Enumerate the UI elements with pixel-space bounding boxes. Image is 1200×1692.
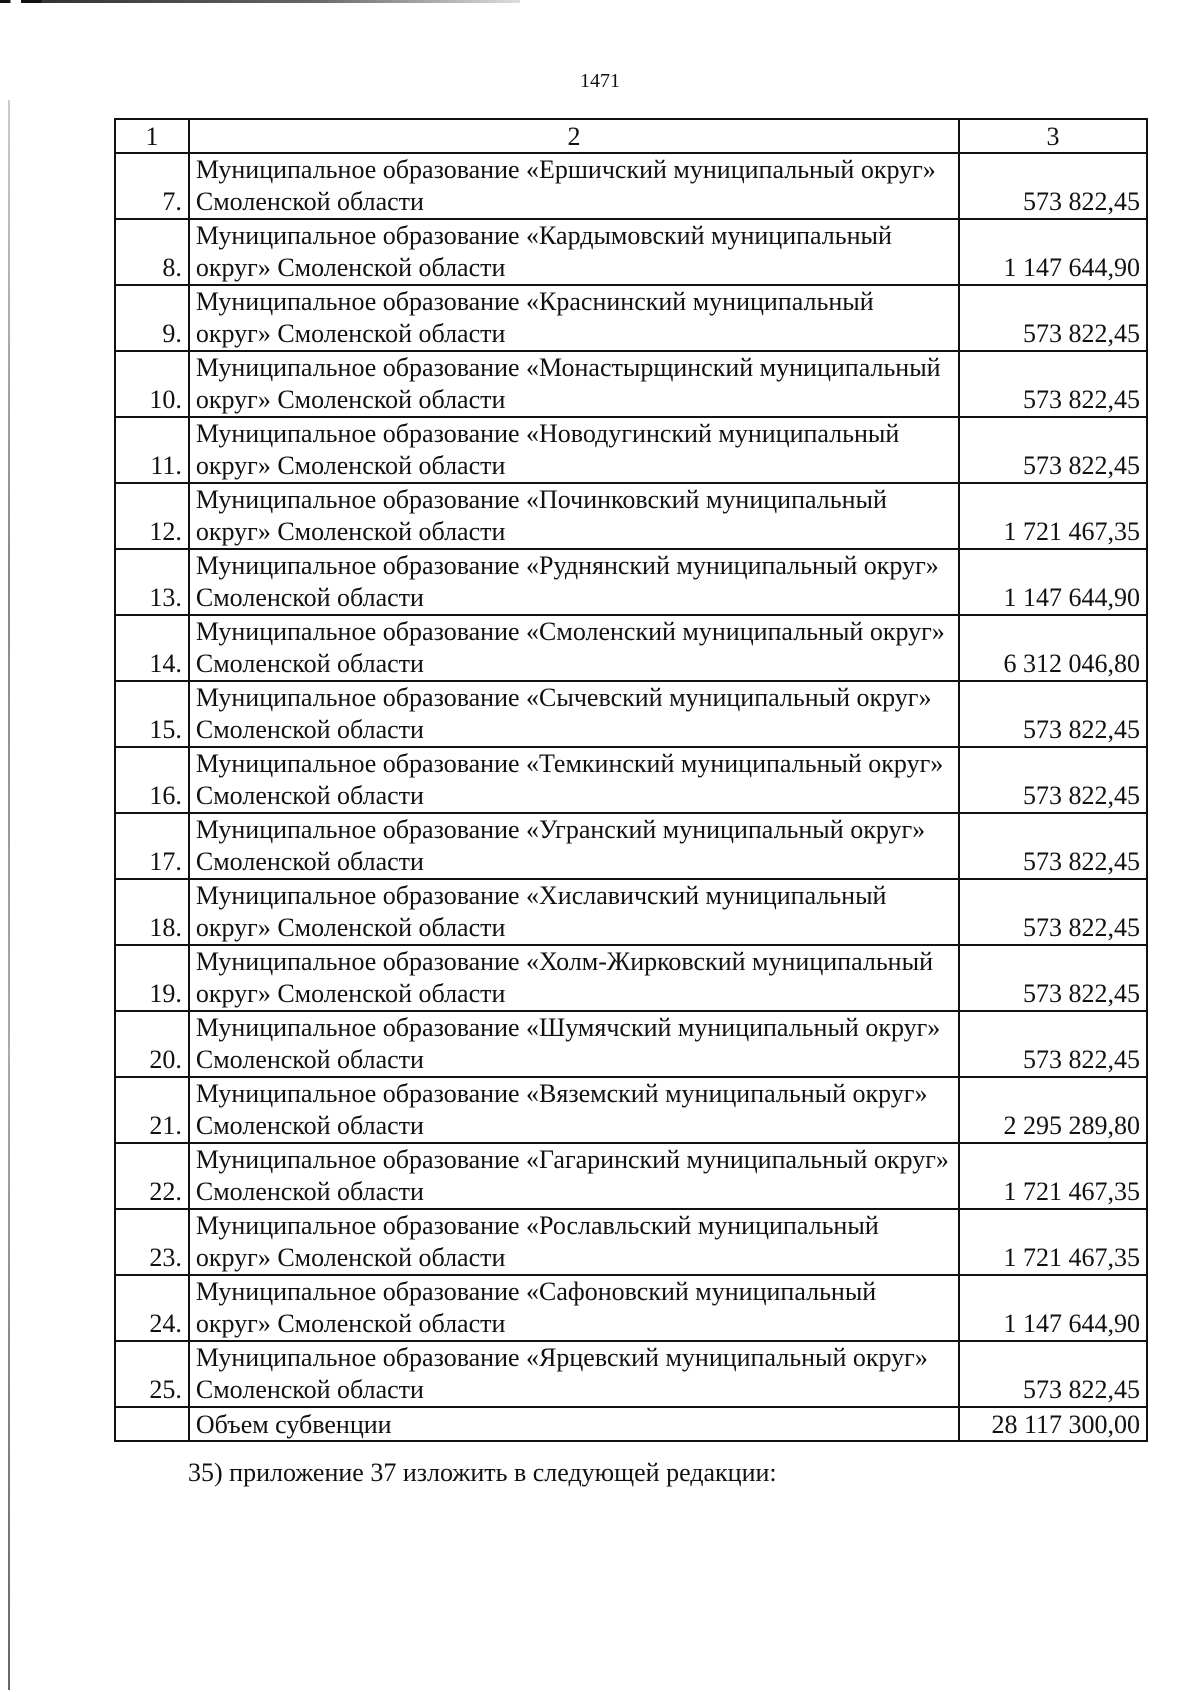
row-number: 15.	[115, 681, 189, 747]
row-number: 16.	[115, 747, 189, 813]
table-row	[115, 879, 1147, 945]
table-row	[115, 1341, 1147, 1407]
row-number: 9.	[115, 285, 189, 351]
row-number: 25.	[115, 1341, 189, 1407]
municipality-name: Муниципальное образование «Темкинский муниципальный округ» Смоленской области	[189, 747, 959, 813]
amendment-text: 35) приложение 37 изложить в следующей редакции:	[188, 1458, 777, 1487]
subvention-amount: 1 147 644,90	[959, 219, 1147, 285]
municipality-name: Муниципальное образование «Ярцевский муниципальный округ» Смоленской области	[189, 1341, 959, 1407]
municipality-name: Муниципальное образование «Сафоновский муниципальный округ» Смоленской области	[189, 1275, 959, 1341]
municipality-name: Муниципальное образование «Сычевский муниципальный округ» Смоленской области	[189, 681, 959, 747]
row-number: 17.	[115, 813, 189, 879]
municipality-name: Муниципальное образование «Кардымовский муниципальный округ» Смоленской области	[189, 219, 959, 285]
municipality-name: Муниципальное образование «Починковский муниципальный округ» Смоленской области	[189, 483, 959, 549]
scan-edge-top	[0, 0, 520, 3]
subvention-amount: 1 721 467,35	[959, 483, 1147, 549]
subvention-amount: 573 822,45	[959, 417, 1147, 483]
subvention-amount: 6 312 046,80	[959, 615, 1147, 681]
table-row	[115, 1275, 1147, 1341]
subvention-amount: 573 822,45	[959, 351, 1147, 417]
table-row	[115, 483, 1147, 549]
subvention-table	[114, 118, 1148, 1442]
column-header-3: 3	[959, 119, 1147, 153]
table-row	[115, 351, 1147, 417]
table-header-row	[115, 119, 1147, 153]
municipality-name: Муниципальное образование «Хиславичский муниципальный округ» Смоленской области	[189, 879, 959, 945]
table-row	[115, 945, 1147, 1011]
table-row	[115, 417, 1147, 483]
row-number: 20.	[115, 1011, 189, 1077]
municipality-name: Муниципальное образование «Холм-Жирковский муниципальный округ» Смоленской области	[189, 945, 959, 1011]
table-row	[115, 681, 1147, 747]
column-header-1: 1	[115, 119, 189, 153]
municipality-name: Муниципальное образование «Угранский муниципальный округ» Смоленской области	[189, 813, 959, 879]
table-body	[115, 153, 1147, 1407]
row-number: 7.	[115, 153, 189, 219]
row-number: 8.	[115, 219, 189, 285]
municipality-name: Муниципальное образование «Краснинский муниципальный округ» Смоленской области	[189, 285, 959, 351]
row-number: 24.	[115, 1275, 189, 1341]
table-row	[115, 153, 1147, 219]
table-row	[115, 285, 1147, 351]
municipality-name: Муниципальное образование «Новодугинский муниципальный округ» Смоленской области	[189, 417, 959, 483]
subvention-amount: 573 822,45	[959, 681, 1147, 747]
total-label: Объем субвенции	[189, 1407, 959, 1441]
row-number: 23.	[115, 1209, 189, 1275]
table-row	[115, 219, 1147, 285]
municipality-name: Муниципальное образование «Ершичский муниципальный округ» Смоленской области	[189, 153, 959, 219]
municipality-name: Муниципальное образование «Шумячский муниципальный округ» Смоленской области	[189, 1011, 959, 1077]
column-header-2: 2	[189, 119, 959, 153]
table-row	[115, 1011, 1147, 1077]
row-number: 21.	[115, 1077, 189, 1143]
subvention-amount: 573 822,45	[959, 879, 1147, 945]
subvention-amount: 1 147 644,90	[959, 1275, 1147, 1341]
municipality-name: Муниципальное образование «Гагаринский муниципальный округ» Смоленской области	[189, 1143, 959, 1209]
row-number: 11.	[115, 417, 189, 483]
subvention-amount: 1 721 467,35	[959, 1143, 1147, 1209]
subvention-amount: 2 295 289,80	[959, 1077, 1147, 1143]
subvention-amount: 1 147 644,90	[959, 549, 1147, 615]
total-amount: 28 117 300,00	[959, 1407, 1147, 1441]
subvention-amount: 573 822,45	[959, 813, 1147, 879]
subvention-amount: 573 822,45	[959, 747, 1147, 813]
scan-edge-left	[8, 100, 10, 1690]
municipality-name: Муниципальное образование «Монастырщинский муниципальный округ» Смоленской области	[189, 351, 959, 417]
municipality-name: Муниципальное образование «Вяземский муниципальный округ» Смоленской области	[189, 1077, 959, 1143]
total-num-cell	[115, 1407, 189, 1441]
table-row	[115, 615, 1147, 681]
total-row	[115, 1407, 1147, 1441]
table-row	[115, 1077, 1147, 1143]
municipality-name: Муниципальное образование «Руднянский муниципальный округ» Смоленской области	[189, 549, 959, 615]
table-row	[115, 747, 1147, 813]
subvention-amount: 573 822,45	[959, 153, 1147, 219]
table-row	[115, 813, 1147, 879]
row-number: 10.	[115, 351, 189, 417]
row-number: 22.	[115, 1143, 189, 1209]
subvention-amount: 573 822,45	[959, 1011, 1147, 1077]
table-row	[115, 1143, 1147, 1209]
row-number: 14.	[115, 615, 189, 681]
subvention-amount: 1 721 467,35	[959, 1209, 1147, 1275]
row-number: 12.	[115, 483, 189, 549]
row-number: 13.	[115, 549, 189, 615]
subvention-amount: 573 822,45	[959, 285, 1147, 351]
page-number: 1471	[580, 70, 620, 92]
row-number: 19.	[115, 945, 189, 1011]
subvention-amount: 573 822,45	[959, 1341, 1147, 1407]
row-number: 18.	[115, 879, 189, 945]
table-row	[115, 549, 1147, 615]
subvention-amount: 573 822,45	[959, 945, 1147, 1011]
municipality-name: Муниципальное образование «Рославльский муниципальный округ» Смоленской области	[189, 1209, 959, 1275]
municipality-name: Муниципальное образование «Смоленский муниципальный округ» Смоленской области	[189, 615, 959, 681]
table-row	[115, 1209, 1147, 1275]
